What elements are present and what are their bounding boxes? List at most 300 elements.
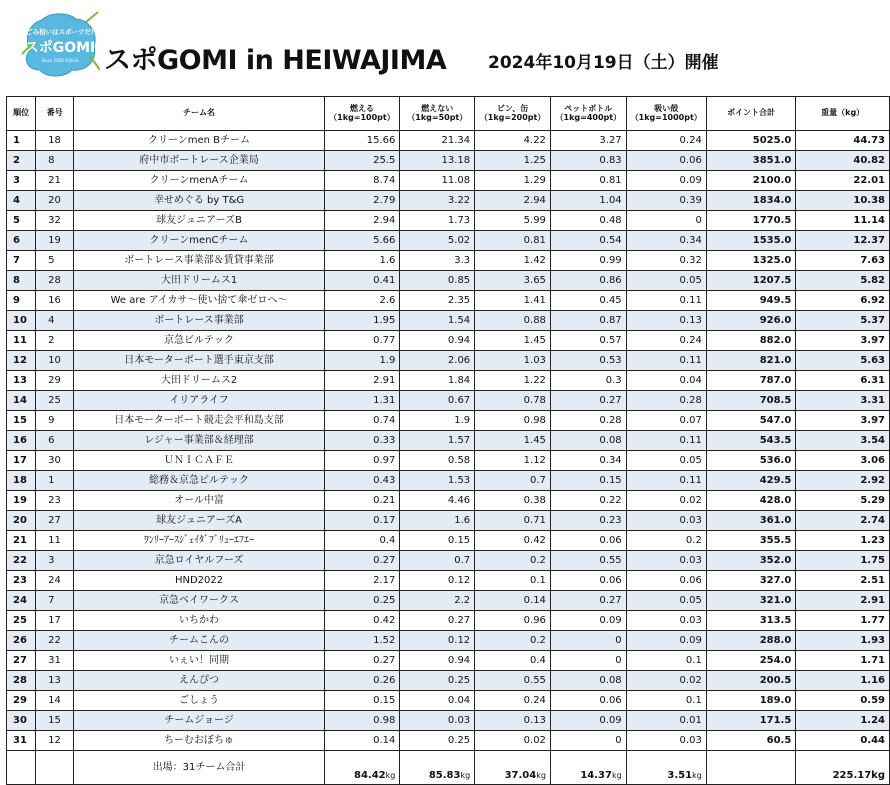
points-total-cell: 547.0 — [706, 411, 796, 431]
nonburnable-cell: 0.67 — [400, 391, 475, 411]
column-header-label: ポイント合計 — [727, 108, 776, 118]
points-total-cell: 543.5 — [706, 431, 796, 451]
bottles-cans-cell: 1.03 — [475, 351, 551, 371]
supogomi-logo — [20, 10, 100, 80]
points-total-cell: 171.5 — [706, 711, 796, 731]
bottles-cans-cell: 1.42 — [475, 251, 551, 271]
cigarette-butts-cell: 0.11 — [626, 291, 706, 311]
team-number-cell: 25 — [36, 391, 74, 411]
rank-cell: 4 — [7, 191, 36, 211]
team-number-cell: 20 — [36, 191, 74, 211]
cigarette-butts-cell: 0.11 — [626, 351, 706, 371]
rank-cell: 29 — [7, 691, 36, 711]
nonburnable-cell: 0.85 — [400, 271, 475, 291]
rank-cell: 3 — [7, 171, 36, 191]
nonburnable-cell: 0.12 — [400, 571, 475, 591]
nonburnable-cell: 1.54 — [400, 311, 475, 331]
logo-tagline: ごみ拾いはスポーツだ! — [26, 28, 94, 36]
points-total-cell: 3851.0 — [706, 151, 796, 171]
team-number-cell: 16 — [36, 291, 74, 311]
pet-bottles-cell: 0.83 — [550, 151, 626, 171]
pet-bottles-cell: 0.34 — [550, 451, 626, 471]
cigarette-butts-cell: 0.04 — [626, 371, 706, 391]
burnable-cell: 0.17 — [324, 511, 400, 531]
column-header-label: 燃える — [349, 103, 374, 113]
points-total-cell: 189.0 — [706, 691, 796, 711]
weight-cell: 3.97 — [796, 331, 890, 351]
nonburnable-cell: 5.02 — [400, 231, 475, 251]
bottles-cans-cell: 1.22 — [475, 371, 551, 391]
team-number-cell: 21 — [36, 171, 74, 191]
table-row — [7, 191, 890, 211]
bottles-cans-cell: 0.96 — [475, 611, 551, 631]
cigarette-butts-cell: 0.09 — [626, 171, 706, 191]
team-number-cell: 4 — [36, 311, 74, 331]
table-row — [7, 631, 890, 651]
cigarette-butts-cell: 0.28 — [626, 391, 706, 411]
logo-subtext: Since 2008 ©JSGA — [41, 58, 79, 63]
rank-cell: 8 — [7, 271, 36, 291]
weight-cell: 1.77 — [796, 611, 890, 631]
points-total-cell: 428.0 — [706, 491, 796, 511]
pet-bottles-cell: 0 — [550, 631, 626, 651]
burnable-cell: 0.77 — [324, 331, 400, 351]
rank-cell: 23 — [7, 571, 36, 591]
team-number-cell: 12 — [36, 731, 74, 751]
page-title: スポGOMI in HEIWAJIMA — [104, 45, 447, 76]
table-row — [7, 451, 890, 471]
team-name-cell: ボートレース事業部＆賃貸事業部 — [74, 251, 324, 271]
bottles-cans-cell: 0.2 — [475, 631, 551, 651]
rank-cell: 11 — [7, 331, 36, 351]
burnable-cell: 0.43 — [324, 471, 400, 491]
team-name-cell: チームジョージ — [74, 711, 324, 731]
pet-bottles-cell: 0.22 — [550, 491, 626, 511]
team-number-cell: 18 — [36, 131, 74, 151]
team-name-cell: HND2022 — [74, 571, 324, 591]
results-table — [6, 96, 890, 785]
pet-bottles-cell: 0.06 — [550, 531, 626, 551]
rank-cell: 18 — [7, 471, 36, 491]
rank-cell: 20 — [7, 511, 36, 531]
rank-cell: 9 — [7, 291, 36, 311]
cigarette-butts-cell: 0.06 — [626, 571, 706, 591]
column-header — [475, 97, 551, 131]
team-name-cell: レジャー事業部＆経理部 — [74, 431, 324, 451]
total-butts: 3.51kg — [626, 751, 706, 785]
burnable-cell: 25.5 — [324, 151, 400, 171]
points-total-cell: 821.0 — [706, 351, 796, 371]
team-number-cell: 19 — [36, 231, 74, 251]
team-name-cell: いぇい！同期 — [74, 651, 324, 671]
weight-cell: 1.75 — [796, 551, 890, 571]
rank-cell: 26 — [7, 631, 36, 651]
rank-cell: 27 — [7, 651, 36, 671]
weight-cell: 3.97 — [796, 411, 890, 431]
table-row — [7, 371, 890, 391]
nonburnable-cell: 0.94 — [400, 651, 475, 671]
team-name-cell: クリーンmenCチーム — [74, 231, 324, 251]
pet-bottles-cell: 0.06 — [550, 691, 626, 711]
team-name-cell: 大田ドリームス2 — [74, 371, 324, 391]
weight-cell: 3.06 — [796, 451, 890, 471]
page-header — [0, 0, 890, 92]
column-header — [706, 97, 796, 131]
burnable-cell: 0.25 — [324, 591, 400, 611]
pet-bottles-cell: 0.99 — [550, 251, 626, 271]
pet-bottles-cell: 0.09 — [550, 711, 626, 731]
table-row — [7, 591, 890, 611]
table-row — [7, 731, 890, 751]
burnable-cell: 1.6 — [324, 251, 400, 271]
nonburnable-cell: 0.27 — [400, 611, 475, 631]
team-name-cell: クリーンmen Bチーム — [74, 131, 324, 151]
cigarette-butts-cell: 0.24 — [626, 331, 706, 351]
nonburnable-cell: 0.94 — [400, 331, 475, 351]
bottles-cans-cell: 0.98 — [475, 411, 551, 431]
table-row — [7, 331, 890, 351]
pet-bottles-cell: 0.81 — [550, 171, 626, 191]
team-name-cell: 日本モーターボート競走会平和島支部 — [74, 411, 324, 431]
pet-bottles-cell: 0.09 — [550, 611, 626, 631]
table-row — [7, 351, 890, 371]
burnable-cell: 0.21 — [324, 491, 400, 511]
weight-cell: 3.31 — [796, 391, 890, 411]
rank-cell: 31 — [7, 731, 36, 751]
weight-cell: 0.59 — [796, 691, 890, 711]
rank-cell: 15 — [7, 411, 36, 431]
rank-cell: 24 — [7, 591, 36, 611]
pet-bottles-cell: 0.55 — [550, 551, 626, 571]
weight-cell: 7.63 — [796, 251, 890, 271]
nonburnable-cell: 0.03 — [400, 711, 475, 731]
rank-cell: 1 — [7, 131, 36, 151]
bottles-cans-cell: 0.14 — [475, 591, 551, 611]
weight-cell: 12.37 — [796, 231, 890, 251]
bottles-cans-cell: 1.29 — [475, 171, 551, 191]
burnable-cell: 0.33 — [324, 431, 400, 451]
burnable-cell: 5.66 — [324, 231, 400, 251]
weight-cell: 1.93 — [796, 631, 890, 651]
rank-cell: 22 — [7, 551, 36, 571]
team-name-cell: チームこんの — [74, 631, 324, 651]
table-row — [7, 311, 890, 331]
weight-cell: 22.01 — [796, 171, 890, 191]
burnable-cell: 0.41 — [324, 271, 400, 291]
rank-cell: 14 — [7, 391, 36, 411]
team-number-cell: 13 — [36, 671, 74, 691]
rank-cell: 13 — [7, 371, 36, 391]
column-header-unit: （1kg=50pt） — [407, 112, 468, 122]
table-row — [7, 531, 890, 551]
column-header — [36, 97, 74, 131]
bottles-cans-cell: 0.81 — [475, 231, 551, 251]
cigarette-butts-cell: 0.1 — [626, 691, 706, 711]
cigarette-butts-cell: 0.05 — [626, 591, 706, 611]
team-number-cell: 24 — [36, 571, 74, 591]
team-number-cell: 23 — [36, 491, 74, 511]
nonburnable-cell: 13.18 — [400, 151, 475, 171]
team-name-cell: 京急ベイワークス — [74, 591, 324, 611]
rank-cell: 17 — [7, 451, 36, 471]
table-header-row — [7, 97, 890, 131]
bottles-cans-cell: 1.41 — [475, 291, 551, 311]
team-name-cell: 日本モーターボート選手東京支部 — [74, 351, 324, 371]
team-name-cell: ごしょう — [74, 691, 324, 711]
cigarette-butts-cell: 0.24 — [626, 131, 706, 151]
pet-bottles-cell: 0.48 — [550, 211, 626, 231]
rank-cell: 25 — [7, 611, 36, 631]
pet-bottles-cell: 0 — [550, 651, 626, 671]
burnable-cell: 8.74 — [324, 171, 400, 191]
weight-cell: 5.63 — [796, 351, 890, 371]
points-total-cell: 1325.0 — [706, 251, 796, 271]
burnable-cell: 2.94 — [324, 211, 400, 231]
points-total-cell: 321.0 — [706, 591, 796, 611]
table-row — [7, 151, 890, 171]
team-number-cell: 7 — [36, 591, 74, 611]
table-row — [7, 491, 890, 511]
team-name-cell: ちーむおぼちゅ — [74, 731, 324, 751]
burnable-cell: 2.6 — [324, 291, 400, 311]
bottles-cans-cell: 0.42 — [475, 531, 551, 551]
table-row — [7, 711, 890, 731]
pet-bottles-cell: 0.3 — [550, 371, 626, 391]
points-total-cell: 2100.0 — [706, 171, 796, 191]
cigarette-butts-cell: 0.34 — [626, 231, 706, 251]
cigarette-butts-cell: 0.32 — [626, 251, 706, 271]
points-total-cell: 708.5 — [706, 391, 796, 411]
column-header-label: チーム名 — [183, 108, 216, 118]
total-num-cell — [36, 751, 74, 785]
nonburnable-cell: 0.25 — [400, 671, 475, 691]
column-header — [626, 97, 706, 131]
pet-bottles-cell: 0.08 — [550, 431, 626, 451]
team-number-cell: 15 — [36, 711, 74, 731]
rank-cell: 30 — [7, 711, 36, 731]
burnable-cell: 1.95 — [324, 311, 400, 331]
burnable-cell: 0.26 — [324, 671, 400, 691]
pet-bottles-cell: 0.06 — [550, 571, 626, 591]
pet-bottles-cell: 0 — [550, 731, 626, 751]
bottles-cans-cell: 3.65 — [475, 271, 551, 291]
weight-cell: 5.37 — [796, 311, 890, 331]
bottles-cans-cell: 1.12 — [475, 451, 551, 471]
cigarette-butts-cell: 0.06 — [626, 151, 706, 171]
team-name-cell: いちかわ — [74, 611, 324, 631]
team-number-cell: 32 — [36, 211, 74, 231]
table-row — [7, 131, 890, 151]
weight-cell: 11.14 — [796, 211, 890, 231]
team-name-cell: ﾜﾝﾘｰｱｰｽｼﾞｪｲﾀﾞﾌﾞﾘｭｰｴﾌｴｰ — [74, 531, 324, 551]
burnable-cell: 2.79 — [324, 191, 400, 211]
weight-cell: 1.23 — [796, 531, 890, 551]
weight-cell: 40.82 — [796, 151, 890, 171]
nonburnable-cell: 11.08 — [400, 171, 475, 191]
cigarette-butts-cell: 0.09 — [626, 631, 706, 651]
total-burn: 84.42kg — [324, 751, 400, 785]
nonburnable-cell: 0.58 — [400, 451, 475, 471]
bottles-cans-cell: 2.94 — [475, 191, 551, 211]
team-number-cell: 17 — [36, 611, 74, 631]
cigarette-butts-cell: 0.05 — [626, 451, 706, 471]
table-row — [7, 471, 890, 491]
burnable-cell: 0.42 — [324, 611, 400, 631]
pet-bottles-cell: 0.08 — [550, 671, 626, 691]
burnable-cell: 0.4 — [324, 531, 400, 551]
pet-bottles-cell: 0.54 — [550, 231, 626, 251]
column-header — [550, 97, 626, 131]
nonburnable-cell: 1.73 — [400, 211, 475, 231]
column-header — [400, 97, 475, 131]
pet-bottles-cell: 0.15 — [550, 471, 626, 491]
pet-bottles-cell: 0.23 — [550, 511, 626, 531]
column-header — [74, 97, 324, 131]
burnable-cell: 2.17 — [324, 571, 400, 591]
bottles-cans-cell: 0.88 — [475, 311, 551, 331]
points-total-cell: 1770.5 — [706, 211, 796, 231]
pet-bottles-cell: 0.27 — [550, 391, 626, 411]
weight-cell: 1.16 — [796, 671, 890, 691]
points-total-cell: 352.0 — [706, 551, 796, 571]
rank-cell: 19 — [7, 491, 36, 511]
weight-cell: 1.24 — [796, 711, 890, 731]
weight-cell: 6.31 — [796, 371, 890, 391]
rank-cell: 2 — [7, 151, 36, 171]
points-total-cell: 882.0 — [706, 331, 796, 351]
pet-bottles-cell: 0.86 — [550, 271, 626, 291]
total-points-cell — [706, 751, 796, 785]
points-total-cell: 1207.5 — [706, 271, 796, 291]
pet-bottles-cell: 0.28 — [550, 411, 626, 431]
team-name-cell: 大田ドリームス1 — [74, 271, 324, 291]
nonburnable-cell: 2.2 — [400, 591, 475, 611]
cigarette-butts-cell: 0.2 — [626, 531, 706, 551]
cigarette-butts-cell: 0.13 — [626, 311, 706, 331]
points-total-cell: 536.0 — [706, 451, 796, 471]
table-row — [7, 511, 890, 531]
total-weight: 225.17kg — [796, 751, 890, 785]
column-header-label: 重量（kg） — [821, 108, 865, 118]
rank-cell: 21 — [7, 531, 36, 551]
column-header-unit: （1kg=1000pt） — [630, 112, 702, 122]
table-row — [7, 211, 890, 231]
team-name-cell: イリアライフ — [74, 391, 324, 411]
cigarette-butts-cell: 0.1 — [626, 651, 706, 671]
burnable-cell: 0.14 — [324, 731, 400, 751]
burnable-cell: 0.97 — [324, 451, 400, 471]
total-summary: 出場：31チーム合計 — [74, 751, 324, 785]
table-row — [7, 411, 890, 431]
team-number-cell: 3 — [36, 551, 74, 571]
cigarette-butts-cell: 0.01 — [626, 711, 706, 731]
points-total-cell: 313.5 — [706, 611, 796, 631]
cigarette-butts-cell: 0.11 — [626, 471, 706, 491]
bottles-cans-cell: 1.45 — [475, 431, 551, 451]
cigarette-butts-cell: 0.11 — [626, 431, 706, 451]
nonburnable-cell: 21.34 — [400, 131, 475, 151]
team-number-cell: 9 — [36, 411, 74, 431]
team-number-cell: 6 — [36, 431, 74, 451]
table-total-row — [7, 751, 890, 785]
burnable-cell: 2.91 — [324, 371, 400, 391]
team-number-cell: 30 — [36, 451, 74, 471]
points-total-cell: 327.0 — [706, 571, 796, 591]
column-header-unit: （1kg=100pt） — [329, 112, 395, 122]
column-header-label: ビン、缶 — [496, 103, 529, 113]
nonburnable-cell: 0.25 — [400, 731, 475, 751]
burnable-cell: 1.9 — [324, 351, 400, 371]
table-row — [7, 651, 890, 671]
team-number-cell: 8 — [36, 151, 74, 171]
bottles-cans-cell: 4.22 — [475, 131, 551, 151]
points-total-cell: 288.0 — [706, 631, 796, 651]
table-row — [7, 251, 890, 271]
cigarette-butts-cell: 0.05 — [626, 271, 706, 291]
burnable-cell: 0.27 — [324, 551, 400, 571]
points-total-cell: 254.0 — [706, 651, 796, 671]
bottles-cans-cell: 0.55 — [475, 671, 551, 691]
weight-cell: 5.82 — [796, 271, 890, 291]
bottles-cans-cell: 0.4 — [475, 651, 551, 671]
cigarette-butts-cell: 0.02 — [626, 491, 706, 511]
nonburnable-cell: 0.12 — [400, 631, 475, 651]
burnable-cell: 0.15 — [324, 691, 400, 711]
team-name-cell: えんぴつ — [74, 671, 324, 691]
nonburnable-cell: 1.57 — [400, 431, 475, 451]
nonburnable-cell: 1.84 — [400, 371, 475, 391]
team-name-cell: ボートレース事業部 — [74, 311, 324, 331]
weight-cell: 1.71 — [796, 651, 890, 671]
pet-bottles-cell: 3.27 — [550, 131, 626, 151]
pet-bottles-cell: 0.27 — [550, 591, 626, 611]
table-row — [7, 611, 890, 631]
team-name-cell: We are アイカサ～使い捨て傘ゼロへ～ — [74, 291, 324, 311]
nonburnable-cell: 3.22 — [400, 191, 475, 211]
team-name-cell: 幸せめぐる by T&G — [74, 191, 324, 211]
team-number-cell: 1 — [36, 471, 74, 491]
nonburnable-cell: 0.15 — [400, 531, 475, 551]
bottles-cans-cell: 1.25 — [475, 151, 551, 171]
bottles-cans-cell: 1.45 — [475, 331, 551, 351]
rank-cell: 10 — [7, 311, 36, 331]
column-header-label: 燃えない — [421, 103, 454, 113]
weight-cell: 6.92 — [796, 291, 890, 311]
column-header-unit: （1kg=200pt） — [479, 112, 546, 122]
total-pet: 14.37kg — [550, 751, 626, 785]
rank-cell: 28 — [7, 671, 36, 691]
column-header — [7, 97, 36, 131]
table-row — [7, 271, 890, 291]
bottles-cans-cell: 5.99 — [475, 211, 551, 231]
team-number-cell: 10 — [36, 351, 74, 371]
nonburnable-cell: 1.9 — [400, 411, 475, 431]
team-name-cell: 球友ジュニアーズB — [74, 211, 324, 231]
burnable-cell: 1.52 — [324, 631, 400, 651]
nonburnable-cell: 2.06 — [400, 351, 475, 371]
column-header-label: 番号 — [46, 108, 63, 118]
bottles-cans-cell: 0.78 — [475, 391, 551, 411]
rank-cell: 6 — [7, 231, 36, 251]
burnable-cell: 0.27 — [324, 651, 400, 671]
nonburnable-cell: 3.3 — [400, 251, 475, 271]
cigarette-butts-cell: 0.03 — [626, 511, 706, 531]
total-bottles: 37.04kg — [475, 751, 551, 785]
weight-cell: 44.73 — [796, 131, 890, 151]
cigarette-butts-cell: 0.03 — [626, 731, 706, 751]
team-name-cell: 球友ジュニアーズA — [74, 511, 324, 531]
cigarette-butts-cell: 0.03 — [626, 611, 706, 631]
